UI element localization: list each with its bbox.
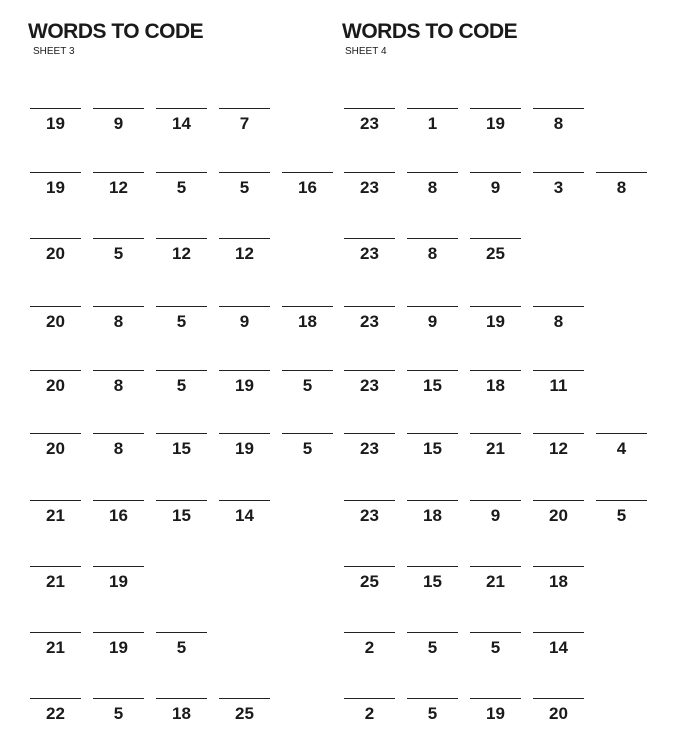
answer-line	[407, 370, 458, 371]
letter-blank	[282, 172, 333, 202]
letter-blank	[282, 433, 333, 463]
letter-blank	[344, 370, 395, 400]
letter-blank	[30, 172, 81, 202]
letter-blank	[219, 306, 270, 336]
answer-line	[470, 698, 521, 699]
code-number: 19	[109, 638, 128, 657]
answer-line	[344, 500, 395, 501]
letter-blank	[30, 698, 81, 728]
letter-blank	[344, 698, 395, 728]
letter-blank	[533, 370, 584, 400]
letter-blank	[30, 108, 81, 138]
answer-line	[219, 238, 270, 239]
answer-line	[156, 632, 207, 633]
answer-line	[470, 306, 521, 307]
letter-blank	[407, 632, 458, 662]
answer-line	[30, 500, 81, 501]
answer-line	[282, 370, 333, 371]
code-number: 18	[298, 312, 317, 331]
code-number: 23	[360, 439, 379, 458]
code-number: 20	[46, 312, 65, 331]
code-number: 9	[427, 312, 438, 331]
answer-line	[93, 566, 144, 567]
letter-blank	[219, 500, 270, 530]
code-number: 5	[239, 178, 250, 197]
letter-blank	[407, 566, 458, 596]
code-number: 2	[364, 638, 375, 657]
code-number: 12	[549, 439, 568, 458]
code-number: 1	[427, 114, 438, 133]
letter-blank	[93, 632, 144, 662]
word-row	[344, 632, 664, 662]
code-number: 5	[113, 704, 124, 723]
word-row	[30, 306, 350, 336]
code-number: 15	[172, 439, 191, 458]
letter-blank	[30, 306, 81, 336]
letter-blank	[344, 566, 395, 596]
code-number: 20	[46, 244, 65, 263]
code-number: 8	[553, 114, 564, 133]
code-number: 23	[360, 178, 379, 197]
answer-line	[533, 433, 584, 434]
code-number: 20	[549, 704, 568, 723]
code-number: 7	[239, 114, 250, 133]
letter-blank	[30, 370, 81, 400]
code-number: 5	[490, 638, 501, 657]
answer-line	[407, 238, 458, 239]
code-number: 16	[109, 506, 128, 525]
code-number: 9	[490, 506, 501, 525]
code-number: 20	[46, 376, 65, 395]
answer-line	[533, 698, 584, 699]
answer-line	[533, 500, 584, 501]
code-number: 2	[364, 704, 375, 723]
word-row	[30, 632, 350, 662]
answer-line	[30, 433, 81, 434]
letter-blank	[470, 566, 521, 596]
letter-blank	[344, 108, 395, 138]
answer-line	[533, 108, 584, 109]
answer-line	[156, 370, 207, 371]
code-number: 5	[302, 439, 313, 458]
answer-line	[596, 500, 647, 501]
answer-line	[30, 238, 81, 239]
code-number: 19	[46, 178, 65, 197]
letter-blank	[533, 632, 584, 662]
answer-line	[93, 500, 144, 501]
code-number: 23	[360, 114, 379, 133]
letter-blank	[596, 172, 647, 202]
answer-line	[156, 108, 207, 109]
code-number: 3	[553, 178, 564, 197]
code-number: 11	[549, 376, 568, 395]
answer-line	[156, 306, 207, 307]
answer-line	[407, 108, 458, 109]
answer-line	[470, 108, 521, 109]
letter-blank	[407, 500, 458, 530]
answer-line	[219, 698, 270, 699]
answer-line	[470, 566, 521, 567]
code-number: 8	[113, 376, 124, 395]
answer-line	[30, 698, 81, 699]
letter-blank	[470, 500, 521, 530]
code-number: 14	[549, 638, 568, 657]
answer-line	[344, 566, 395, 567]
answer-line	[282, 433, 333, 434]
letter-blank	[156, 500, 207, 530]
word-row	[344, 566, 664, 596]
word-row	[30, 566, 350, 596]
answer-line	[30, 632, 81, 633]
letter-blank	[30, 500, 81, 530]
letter-blank	[407, 306, 458, 336]
answer-line	[533, 632, 584, 633]
letter-blank	[407, 370, 458, 400]
code-number: 21	[46, 638, 65, 657]
answer-line	[93, 172, 144, 173]
word-row	[344, 433, 664, 463]
letter-blank	[407, 238, 458, 268]
code-number: 8	[427, 244, 438, 263]
letter-blank	[93, 566, 144, 596]
code-number: 22	[46, 704, 65, 723]
code-number: 21	[46, 572, 65, 591]
answer-line	[93, 698, 144, 699]
answer-line	[596, 172, 647, 173]
letter-blank	[93, 370, 144, 400]
letter-blank	[93, 433, 144, 463]
letter-blank	[596, 500, 647, 530]
answer-line	[30, 172, 81, 173]
code-number: 16	[298, 178, 317, 197]
letter-blank	[156, 238, 207, 268]
letter-blank	[156, 306, 207, 336]
code-number: 15	[423, 439, 442, 458]
word-row	[30, 108, 350, 138]
code-number: 20	[549, 506, 568, 525]
answer-line	[344, 632, 395, 633]
letter-blank	[470, 306, 521, 336]
code-number: 23	[360, 376, 379, 395]
answer-line	[93, 370, 144, 371]
letter-blank	[407, 172, 458, 202]
answer-line	[156, 698, 207, 699]
answer-line	[93, 632, 144, 633]
word-row	[344, 500, 664, 530]
letter-blank	[533, 306, 584, 336]
word-row	[344, 306, 664, 336]
word-row	[30, 500, 350, 530]
letter-blank	[282, 370, 333, 400]
code-number: 19	[235, 376, 254, 395]
code-number: 8	[113, 312, 124, 331]
code-number: 5	[302, 376, 313, 395]
code-number: 19	[486, 114, 505, 133]
answer-line	[219, 370, 270, 371]
letter-blank	[533, 433, 584, 463]
code-number: 8	[616, 178, 627, 197]
answer-line	[93, 238, 144, 239]
answer-line	[596, 433, 647, 434]
letter-blank	[30, 238, 81, 268]
code-number: 8	[427, 178, 438, 197]
letter-blank	[407, 698, 458, 728]
word-row	[30, 698, 350, 728]
code-number: 5	[176, 312, 187, 331]
letter-blank	[282, 306, 333, 336]
answer-line	[93, 306, 144, 307]
answer-line	[533, 306, 584, 307]
code-number: 5	[616, 506, 627, 525]
letter-blank	[156, 433, 207, 463]
letter-blank	[470, 108, 521, 138]
answer-line	[30, 370, 81, 371]
letter-blank	[219, 172, 270, 202]
answer-line	[344, 370, 395, 371]
letter-blank	[93, 108, 144, 138]
letter-blank	[470, 632, 521, 662]
code-number: 5	[113, 244, 124, 263]
code-number: 15	[423, 572, 442, 591]
letter-blank	[344, 500, 395, 530]
word-row	[344, 172, 664, 202]
code-number: 25	[235, 704, 254, 723]
letter-blank	[344, 632, 395, 662]
letter-blank	[344, 172, 395, 202]
code-number: 8	[553, 312, 564, 331]
code-number: 21	[486, 572, 505, 591]
code-number: 8	[113, 439, 124, 458]
answer-line	[219, 433, 270, 434]
answer-line	[470, 632, 521, 633]
answer-line	[219, 500, 270, 501]
letter-blank	[470, 172, 521, 202]
answer-line	[30, 566, 81, 567]
answer-line	[533, 370, 584, 371]
letter-blank	[533, 172, 584, 202]
letter-blank	[219, 108, 270, 138]
word-row	[30, 238, 350, 268]
answer-line	[344, 433, 395, 434]
answer-line	[533, 172, 584, 173]
code-number: 5	[176, 178, 187, 197]
letter-blank	[407, 433, 458, 463]
answer-line	[344, 172, 395, 173]
answer-line	[470, 172, 521, 173]
answer-line	[407, 632, 458, 633]
letter-blank	[533, 698, 584, 728]
letter-blank	[219, 433, 270, 463]
letter-blank	[156, 172, 207, 202]
letter-blank	[93, 698, 144, 728]
letter-blank	[596, 433, 647, 463]
code-number: 18	[549, 572, 568, 591]
sheet-title: WORDS TO CODE	[28, 20, 204, 43]
word-row	[30, 433, 350, 463]
sheet-subtitle: SHEET 3	[33, 46, 75, 57]
letter-blank	[93, 238, 144, 268]
code-number: 14	[172, 114, 191, 133]
code-number: 19	[235, 439, 254, 458]
code-number: 19	[46, 114, 65, 133]
letter-blank	[533, 566, 584, 596]
code-number: 12	[172, 244, 191, 263]
sheet-title: WORDS TO CODE	[342, 20, 518, 43]
code-number: 12	[109, 178, 128, 197]
word-row	[344, 238, 664, 268]
letter-blank	[344, 306, 395, 336]
answer-line	[156, 238, 207, 239]
letter-blank	[344, 238, 395, 268]
letter-blank	[470, 370, 521, 400]
code-number: 15	[423, 376, 442, 395]
letter-blank	[93, 500, 144, 530]
code-number: 5	[427, 704, 438, 723]
word-row	[30, 370, 350, 400]
letter-blank	[30, 566, 81, 596]
answer-line	[407, 566, 458, 567]
answer-line	[30, 306, 81, 307]
answer-line	[93, 108, 144, 109]
letter-blank	[30, 632, 81, 662]
answer-line	[407, 698, 458, 699]
answer-line	[156, 172, 207, 173]
answer-line	[344, 698, 395, 699]
letter-blank	[533, 500, 584, 530]
answer-line	[407, 172, 458, 173]
letter-blank	[533, 108, 584, 138]
word-row	[344, 370, 664, 400]
letter-blank	[219, 370, 270, 400]
code-number: 18	[423, 506, 442, 525]
code-number: 23	[360, 506, 379, 525]
answer-line	[282, 306, 333, 307]
letter-blank	[156, 632, 207, 662]
answer-line	[219, 306, 270, 307]
answer-line	[407, 500, 458, 501]
letter-blank	[156, 370, 207, 400]
letter-blank	[30, 433, 81, 463]
word-row	[344, 108, 664, 138]
code-number: 20	[46, 439, 65, 458]
code-number: 14	[235, 506, 254, 525]
code-number: 5	[176, 638, 187, 657]
answer-line	[470, 370, 521, 371]
code-number: 9	[490, 178, 501, 197]
letter-blank	[470, 698, 521, 728]
letter-blank	[93, 306, 144, 336]
word-row	[344, 698, 664, 728]
word-row	[30, 172, 350, 202]
letter-blank	[470, 238, 521, 268]
answer-line	[407, 306, 458, 307]
code-number: 5	[176, 376, 187, 395]
code-number: 12	[235, 244, 254, 263]
answer-line	[156, 433, 207, 434]
answer-line	[30, 108, 81, 109]
letter-blank	[470, 433, 521, 463]
code-number: 18	[486, 376, 505, 395]
code-number: 21	[486, 439, 505, 458]
letter-blank	[407, 108, 458, 138]
answer-line	[93, 433, 144, 434]
code-number: 4	[616, 439, 627, 458]
code-number: 25	[486, 244, 505, 263]
answer-line	[282, 172, 333, 173]
code-number: 23	[360, 312, 379, 331]
answer-line	[344, 306, 395, 307]
code-number: 15	[172, 506, 191, 525]
letter-blank	[156, 698, 207, 728]
code-number: 25	[360, 572, 379, 591]
answer-line	[219, 108, 270, 109]
answer-line	[344, 238, 395, 239]
sheet-subtitle: SHEET 4	[345, 46, 387, 57]
answer-line	[533, 566, 584, 567]
answer-line	[344, 108, 395, 109]
answer-line	[219, 172, 270, 173]
letter-blank	[219, 238, 270, 268]
letter-blank	[344, 433, 395, 463]
code-number: 5	[427, 638, 438, 657]
letter-blank	[219, 698, 270, 728]
answer-line	[470, 238, 521, 239]
code-number: 21	[46, 506, 65, 525]
code-number: 23	[360, 244, 379, 263]
answer-line	[470, 433, 521, 434]
code-number: 9	[239, 312, 250, 331]
answer-line	[470, 500, 521, 501]
code-number: 18	[172, 704, 191, 723]
answer-line	[156, 500, 207, 501]
letter-blank	[156, 108, 207, 138]
code-number: 19	[109, 572, 128, 591]
code-number: 9	[113, 114, 124, 133]
answer-line	[407, 433, 458, 434]
letter-blank	[93, 172, 144, 202]
code-number: 19	[486, 312, 505, 331]
code-number: 19	[486, 704, 505, 723]
